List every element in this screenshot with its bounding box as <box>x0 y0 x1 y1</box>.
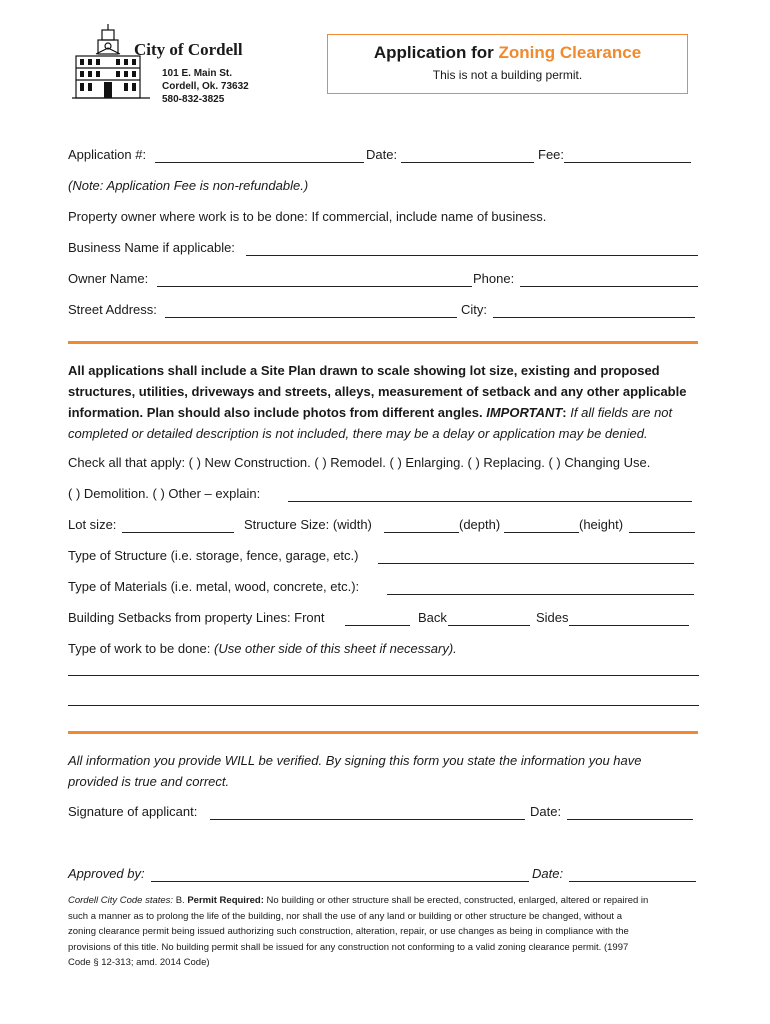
city-logo <box>70 22 160 102</box>
type-work-text: Type of work to be done: <box>68 641 211 656</box>
courthouse-icon <box>70 22 160 102</box>
title-prefix: Application for <box>373 43 499 62</box>
type-structure-field[interactable] <box>378 563 694 564</box>
type-structure-label: Type of Structure (i.e. storage, fence, garage, etc.) <box>68 548 359 563</box>
application-number-label: Application #: <box>68 147 147 162</box>
approved-by-field[interactable] <box>151 881 529 882</box>
signature-field[interactable] <box>210 819 525 820</box>
city-code-line3: zoning clearance permit being issued authorizing such construction, alteration, repair, or use changes as being in compliance with the <box>68 926 629 937</box>
lot-size-label: Lot size: <box>68 517 117 532</box>
other-explain-field[interactable] <box>288 501 692 502</box>
height-label: (height) <box>579 517 624 532</box>
structure-height-field[interactable] <box>629 532 695 533</box>
type-materials-field[interactable] <box>387 594 694 595</box>
date-label: Date: <box>366 147 398 162</box>
address-city: Cordell, Ok. 73632 <box>162 81 249 92</box>
instructions-line4: completed or detailed description is not included, there may be a delay or application may be denied. <box>68 426 648 441</box>
owner-name-field[interactable] <box>157 286 472 287</box>
city-code-section: B. <box>175 895 185 906</box>
fee-field[interactable] <box>564 162 691 163</box>
signature-label: Signature of applicant: <box>68 804 198 819</box>
verification-line1: All information you provide WILL be verified. By signing this form you state the information you have <box>68 753 642 768</box>
instructions-line3-italic: If all fields are not <box>570 405 673 420</box>
structure-width-label: Structure Size: (width) <box>244 517 372 532</box>
city-label: City: <box>461 302 487 317</box>
street-address-label: Street Address: <box>68 302 157 317</box>
city-code-text <box>68 893 708 971</box>
owner-name-label: Owner Name: <box>68 271 149 286</box>
site-plan-instructions <box>68 360 708 444</box>
structure-width-field[interactable] <box>384 532 459 533</box>
approved-date-field[interactable] <box>569 881 696 882</box>
city-field[interactable] <box>493 317 695 318</box>
city-code-line4: provisions of this title. No building permit shall be issued for any construction not conforming to a valid zoning clearance permit. (1997 <box>68 941 629 953</box>
fee-note: (Note: Application Fee is non-refundable.) <box>68 178 309 193</box>
structure-depth-field[interactable] <box>504 532 579 533</box>
verification-statement <box>68 750 642 792</box>
verification-line2: provided is true and correct. <box>68 774 230 789</box>
instructions-line3-bold: information. Plan should also include photos from different angles. <box>68 405 483 420</box>
city-code-line5: Code § 12-313; amd. 2014 Code) <box>68 957 210 968</box>
title-highlight: Zoning Clearance <box>498 43 642 62</box>
type-work-line-1[interactable] <box>68 675 699 676</box>
instructions-line2: structures, utilities, driveways and streets, alleys, measurement of setback and any other applicable <box>68 384 687 399</box>
property-owner-instruction: Property owner where work is to be done: If commercial, include name of business. <box>68 209 547 224</box>
application-number-field[interactable] <box>155 162 364 163</box>
date-field[interactable] <box>401 162 534 163</box>
important-label: IMPORTANT <box>486 405 563 420</box>
type-materials-label: Type of Materials (i.e. metal, wood, concrete, etc.): <box>68 579 360 594</box>
check-all-options[interactable]: Check all that apply: ( ) New Construction. ( ) Remodel. ( ) Enlarging. ( ) Replacing. ( ) Changing Use. <box>68 455 651 470</box>
lot-size-field[interactable] <box>122 532 234 533</box>
business-name-field[interactable] <box>246 255 698 256</box>
business-name-label: Business Name if applicable: <box>68 240 235 255</box>
city-code-line2: such a manner as to prolong the life of the building, nor shall the use of any land or building or other structure be changed, without a <box>68 910 622 922</box>
important-colon: : <box>562 405 567 420</box>
type-work-label <box>68 641 457 656</box>
setbacks-sides-field[interactable] <box>569 625 689 626</box>
demolition-options[interactable]: ( ) Demolition. ( ) Other – explain: <box>68 486 261 501</box>
setbacks-sides-label: Sides <box>536 610 569 625</box>
section-divider <box>68 341 698 344</box>
city-code-line1-text: No building or other structure shall be erected, constructed, enlarged, altered or repaired in <box>266 895 649 906</box>
setbacks-front-field[interactable] <box>345 625 410 626</box>
approved-by-label: Approved by: <box>68 866 145 881</box>
signature-date-label: Date: <box>530 804 562 819</box>
city-code-intro: Cordell City Code states: <box>68 895 174 906</box>
signature-date-field[interactable] <box>567 819 693 820</box>
phone-field[interactable] <box>520 286 698 287</box>
type-work-note: (Use other side of this sheet if necessary). <box>214 641 457 656</box>
fee-label: Fee: <box>538 147 565 162</box>
section-divider <box>68 731 698 734</box>
phone-label: Phone: <box>473 271 515 286</box>
instructions-line3 <box>68 402 708 423</box>
setbacks-back-field[interactable] <box>448 625 530 626</box>
approved-date-label: Date: <box>532 866 564 881</box>
subtitle: This is not a building permit. <box>432 68 583 82</box>
city-code-heading: Permit Required: <box>187 895 264 906</box>
depth-label: (depth) <box>459 517 501 532</box>
address-phone: 580-832-3825 <box>162 94 225 105</box>
type-work-line-2[interactable] <box>68 705 699 706</box>
street-address-field[interactable] <box>165 317 457 318</box>
instructions-line1: All applications shall include a Site Plan drawn to scale showing lot size, existing and proposed <box>68 363 660 378</box>
city-address <box>162 67 249 106</box>
city-code-line1 <box>68 893 708 909</box>
setbacks-back-label: Back <box>418 610 447 625</box>
address-street: 101 E. Main St. <box>162 68 233 79</box>
page-title <box>328 43 687 63</box>
title-box <box>327 34 688 94</box>
city-name: City of Cordell <box>134 40 243 59</box>
setbacks-front-label: Building Setbacks from property Lines: Front <box>68 610 325 625</box>
